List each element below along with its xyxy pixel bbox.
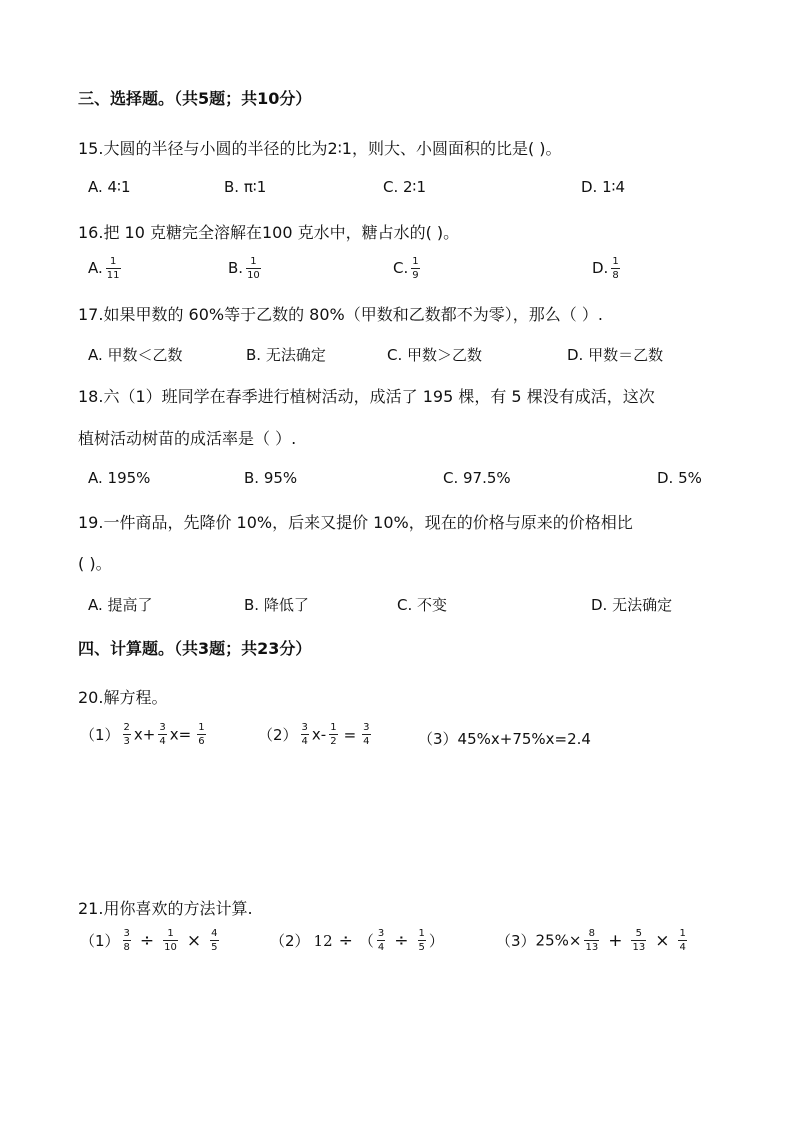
fraction-numerator: 1 xyxy=(198,722,205,733)
q16-option-a-label: A. xyxy=(88,259,103,277)
eq1-fraction-1 xyxy=(123,722,131,747)
fraction-denominator: 4 xyxy=(159,736,166,747)
multiply-operator: × xyxy=(186,930,202,951)
q16-option-d-fraction xyxy=(611,256,619,281)
question-21: 21.用你喜欢的方法计算. xyxy=(78,899,253,918)
eq2-prefix: （2） xyxy=(258,726,298,744)
fraction-denominator: 13 xyxy=(632,942,646,953)
q17-option-a: A. 甲数＜乙数 xyxy=(88,346,183,364)
fraction-numerator: 3 xyxy=(377,928,385,939)
fraction-denominator: 10 xyxy=(164,942,177,953)
q16-option-a xyxy=(88,256,124,281)
q15-option-c: C. 2∶1 xyxy=(383,178,427,196)
eq2-term-2: = xyxy=(343,725,357,744)
fraction-numerator: 3 xyxy=(159,722,166,733)
q15-option-b: B. π∶1 xyxy=(224,178,267,196)
question-20: 20.解方程。 xyxy=(78,688,168,707)
fraction-denominator: 13 xyxy=(585,942,599,953)
fraction-numerator: 5 xyxy=(635,928,642,939)
q16-option-c-fraction xyxy=(411,256,419,281)
question-15: 15.大圆的半径与小圆的半径的比为2∶1，则大、小圆面积的比是( )。 xyxy=(78,139,562,158)
fraction-denominator: 4 xyxy=(679,942,686,953)
q19-option-c: C. 不变 xyxy=(397,596,448,614)
fraction-denominator: 5 xyxy=(211,942,218,953)
fraction-numerator: 3 xyxy=(301,722,308,733)
e2-number: 12 xyxy=(313,931,333,950)
question-17: 17.如果甲数的 60%等于乙数的 80%（甲数和乙数都不为零），那么（ ）. xyxy=(78,305,603,324)
fraction-denominator: 9 xyxy=(412,270,419,281)
e2-fraction-1 xyxy=(377,928,385,953)
fraction-denominator: 8 xyxy=(612,270,619,281)
eq1-fraction-2 xyxy=(158,722,166,747)
divide-operator: ÷ xyxy=(139,930,155,951)
section-3-title: 三、选择题。（共5题；共10分） xyxy=(78,89,312,108)
eq1-prefix: （1） xyxy=(80,726,120,744)
divide-operator: ÷ xyxy=(338,930,353,951)
fraction-denominator: 11 xyxy=(106,270,120,281)
q16-option-b-fraction xyxy=(246,256,261,281)
eq1-fraction-3 xyxy=(197,722,205,747)
fraction-numerator: 3 xyxy=(363,722,370,733)
fraction-denominator: 4 xyxy=(363,736,370,747)
e1-fraction-1 xyxy=(123,928,131,953)
e2-fraction-2 xyxy=(418,928,426,953)
e3-lead: 25%× xyxy=(535,931,582,950)
e1-fraction-3 xyxy=(210,928,218,953)
q17-option-d: D. 甲数＝乙数 xyxy=(567,346,664,364)
q21-expression-3 xyxy=(496,928,690,953)
fraction-denominator: 10 xyxy=(247,270,260,281)
eq2-fraction-1 xyxy=(301,722,309,747)
e3-fraction-3 xyxy=(678,928,686,953)
e3-fraction-2 xyxy=(631,928,646,953)
q19-option-d: D. 无法确定 xyxy=(591,596,673,614)
fraction-numerator: 2 xyxy=(123,722,130,733)
question-18-line-1: 18.六（1）班同学在春季进行植树活动，成活了 195 棵，有 5 棵没有成活，这次 xyxy=(78,387,655,406)
e2-prefix: （2） xyxy=(270,932,310,950)
q18-option-b: B. 95% xyxy=(244,469,298,487)
q19-option-a: A. 提高了 xyxy=(88,596,153,614)
section-4-title: 四、计算题。（共3题；共23分） xyxy=(78,639,312,658)
q16-option-d xyxy=(592,256,623,281)
left-paren: （ xyxy=(358,932,374,950)
fraction-numerator: 1 xyxy=(412,256,419,267)
question-18-line-2: 植树活动树苗的成活率是（ ）. xyxy=(78,429,297,448)
q18-option-c: C. 97.5% xyxy=(443,469,511,487)
q17-option-c: C. 甲数＞乙数 xyxy=(387,346,483,364)
fraction-denominator: 4 xyxy=(301,736,308,747)
q15-option-a: A. 4∶1 xyxy=(88,178,131,196)
q18-option-a: A. 195% xyxy=(88,469,151,487)
fraction-numerator: 1 xyxy=(250,256,257,267)
fraction-denominator: 2 xyxy=(330,736,337,747)
fraction-denominator: 6 xyxy=(198,736,205,747)
q18-option-d: D. 5% xyxy=(657,469,702,487)
eq2-fraction-3 xyxy=(362,722,370,747)
q20-equation-1 xyxy=(80,722,209,747)
right-paren: ） xyxy=(428,932,444,950)
q16-option-b-label: B. xyxy=(228,259,244,277)
question-19-line-1: 19.一件商品，先降价 10%，后来又提价 10%，现在的价格与原来的价格相比 xyxy=(78,513,633,532)
e3-prefix: （3） xyxy=(496,932,536,950)
q16-option-c-label: C. xyxy=(393,259,409,277)
fraction-numerator: 4 xyxy=(211,928,218,939)
plus-operator: + xyxy=(608,930,623,951)
fraction-denominator: 4 xyxy=(377,942,385,953)
fraction-numerator: 1 xyxy=(612,256,619,267)
e3-fraction-1 xyxy=(584,928,599,953)
multiply-operator: × xyxy=(655,930,670,951)
fraction-denominator: 8 xyxy=(123,942,130,953)
question-16: 16.把 10 克糖完全溶解在100 克水中，糖占水的( )。 xyxy=(78,223,460,242)
q20-equation-3: （3）45%x+75%x=2.4 xyxy=(418,730,591,748)
eq1-term-1: x+ xyxy=(133,725,156,744)
q19-option-b: B. 降低了 xyxy=(244,596,309,614)
eq2-term-1: x- xyxy=(311,725,327,744)
fraction-denominator: 3 xyxy=(123,736,130,747)
q16-option-d-label: D. xyxy=(592,259,609,277)
fraction-numerator: 1 xyxy=(330,722,337,733)
eq2-fraction-2 xyxy=(329,722,337,747)
fraction-numerator: 1 xyxy=(167,928,174,939)
fraction-numerator: 1 xyxy=(418,928,425,939)
q16-option-b xyxy=(228,256,264,281)
e1-fraction-2 xyxy=(163,928,178,953)
fraction-numerator: 1 xyxy=(679,928,686,939)
q21-expression-1 xyxy=(80,928,222,953)
q16-option-a-fraction xyxy=(106,256,121,281)
q15-option-d: D. 1∶4 xyxy=(581,178,626,196)
eq1-term-2: x= xyxy=(169,725,192,744)
q17-option-b: B. 无法确定 xyxy=(246,346,326,364)
fraction-denominator: 5 xyxy=(418,942,425,953)
divide-operator: ÷ xyxy=(394,930,409,951)
fraction-numerator: 3 xyxy=(123,928,130,939)
fraction-numerator: 8 xyxy=(588,928,596,939)
e1-prefix: （1） xyxy=(80,932,120,950)
fraction-numerator: 1 xyxy=(109,256,117,267)
q16-option-c xyxy=(393,256,423,281)
q21-expression-2 xyxy=(270,928,444,953)
question-19-line-2: ( )。 xyxy=(78,554,112,573)
q20-equation-2 xyxy=(258,722,374,747)
